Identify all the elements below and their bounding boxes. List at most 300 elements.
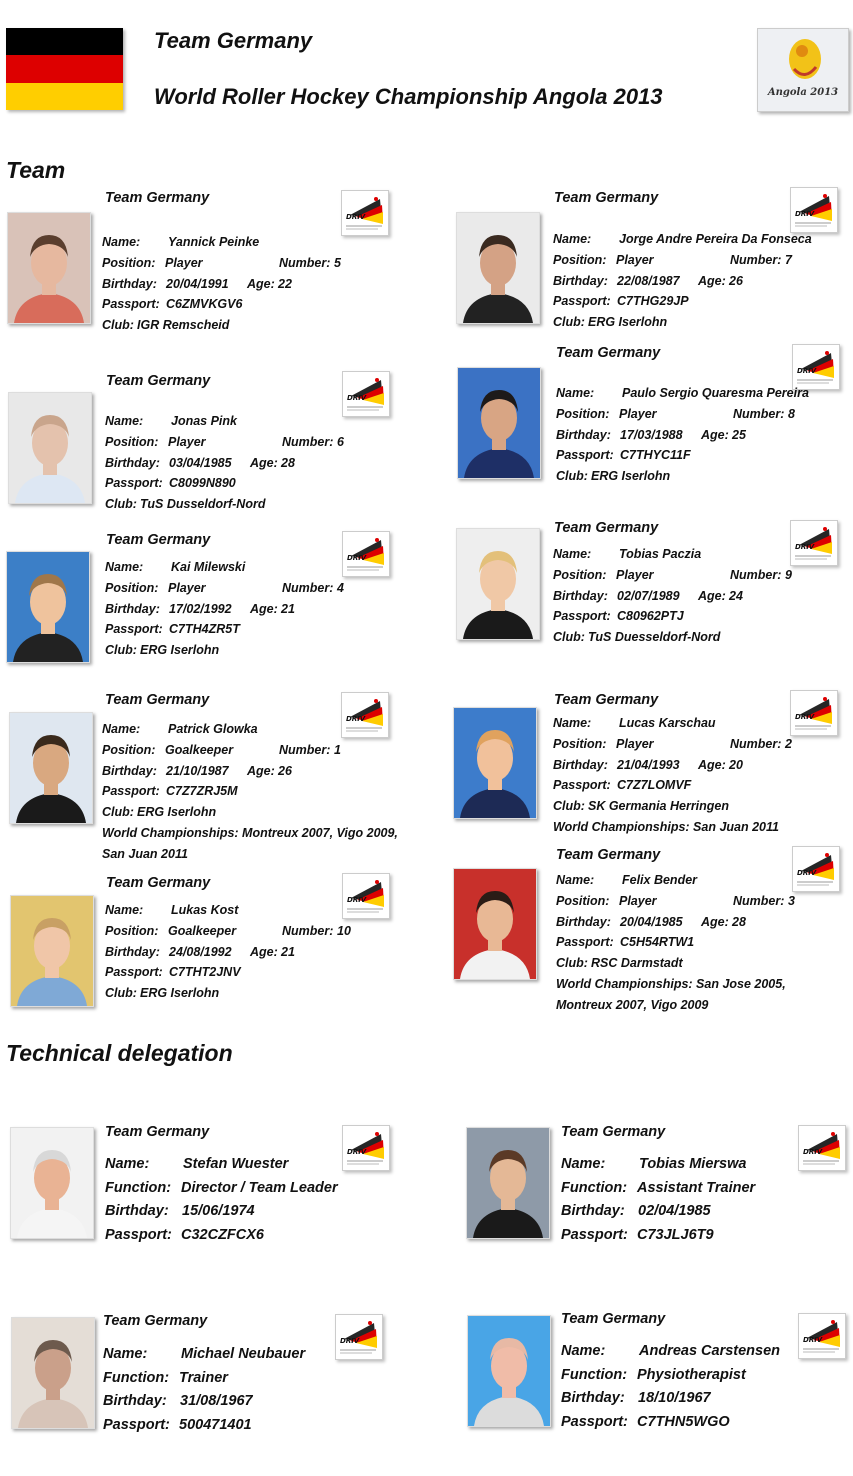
player-name-value: Lucas Karschau <box>619 716 716 730</box>
staff-function-label: Function: <box>561 1179 628 1196</box>
player-club-value: ERG Iserlohn <box>588 315 668 330</box>
player-birthday-value: 21/04/1993 <box>617 757 680 772</box>
player-name-label: Name: <box>105 560 144 574</box>
player-age <box>247 276 292 291</box>
card-title: Team Germany <box>105 692 210 708</box>
staff-name <box>561 1343 781 1359</box>
staff-passport <box>105 1226 264 1243</box>
player-age-label: Age: <box>698 588 726 603</box>
player-club-label: Club: <box>556 469 588 484</box>
player-photo <box>456 212 540 324</box>
player-number <box>730 252 792 267</box>
player-world-championships: World Championships: San Jose 2005, <box>556 977 786 991</box>
driv-logo <box>792 846 840 892</box>
svg-text:DRIV: DRIV <box>797 367 817 375</box>
german-flag <box>6 28 123 110</box>
staff-name <box>103 1346 306 1362</box>
staff-birthday-value: 31/08/1967 <box>180 1393 253 1409</box>
player-photo <box>7 212 91 324</box>
player-number <box>282 434 344 449</box>
svg-text:DRIV: DRIV <box>346 715 366 723</box>
player-number <box>279 255 341 270</box>
staff-birthday <box>103 1393 253 1409</box>
driv-logo <box>798 1313 846 1359</box>
player-name <box>553 716 716 730</box>
player-position-label: Position: <box>105 434 159 449</box>
player-name <box>105 903 239 917</box>
player-passport-label: Passport: <box>102 784 160 799</box>
player-birthday-value: 20/04/1985 <box>620 914 683 929</box>
player-club <box>553 630 721 645</box>
player-position-label: Position: <box>553 567 607 582</box>
player-passport-value: C7THT2JNV <box>169 965 241 980</box>
player-club <box>553 799 730 814</box>
staff-birthday-label: Birthday: <box>561 1203 625 1219</box>
flag-stripe-black <box>6 28 123 55</box>
player-passport-value: C7TH4ZR5T <box>169 622 240 637</box>
player-age-label: Age: <box>698 757 726 772</box>
card-title: Team Germany <box>106 373 211 389</box>
staff-passport-label: Passport: <box>561 1226 628 1243</box>
player-club-label: Club: <box>553 630 585 645</box>
staff-function-value: Assistant Trainer <box>637 1179 756 1196</box>
player-birthday-label: Birthday: <box>105 944 160 959</box>
player-passport <box>105 476 236 491</box>
player-number-value: 7 <box>785 252 792 267</box>
player-number-value: 3 <box>788 893 795 908</box>
player-birthday-label: Birthday: <box>556 914 611 929</box>
player-name-value: Yannick Peinke <box>168 235 260 249</box>
player-age-value: 26 <box>729 273 743 288</box>
card-title: Team Germany <box>554 692 659 708</box>
player-name-label: Name: <box>553 232 592 246</box>
card-title: Team Germany <box>103 1313 208 1329</box>
staff-passport <box>561 1226 714 1243</box>
player-club <box>105 497 266 512</box>
player-number <box>730 736 792 751</box>
staff-birthday-value: 18/10/1967 <box>638 1390 711 1406</box>
player-position <box>553 252 654 267</box>
player-name-label: Name: <box>102 722 141 736</box>
player-position <box>102 255 203 270</box>
player-birthday-value: 20/04/1991 <box>166 276 229 291</box>
player-name-value: Kai Milewski <box>171 560 246 574</box>
player-club <box>553 315 668 330</box>
player-photo <box>6 551 90 663</box>
staff-passport <box>103 1416 252 1433</box>
staff-name-value: Tobias Mierswa <box>639 1156 747 1172</box>
player-passport <box>102 297 243 312</box>
player-world-championships: World Championships: San Juan 2011 <box>553 820 779 834</box>
player-passport-value: C7Z7LOMVF <box>617 778 692 793</box>
staff-birthday-label: Birthday: <box>561 1390 625 1406</box>
player-name <box>102 722 258 736</box>
player-name <box>105 414 237 428</box>
player-number-label: Number: <box>279 742 331 757</box>
player-position-label: Position: <box>105 580 159 595</box>
player-name <box>105 560 246 574</box>
player-club <box>102 805 217 820</box>
player-age-label: Age: <box>701 427 729 442</box>
player-age-label: Age: <box>250 601 278 616</box>
player-club-value: ERG Iserlohn <box>137 805 217 820</box>
player-club-label: Club: <box>102 318 134 333</box>
player-name-value: Jonas Pink <box>171 414 237 428</box>
player-world-championships-cont: San Juan 2011 <box>102 846 188 861</box>
player-position-label: Position: <box>556 893 610 908</box>
driv-logo <box>798 1125 846 1171</box>
page-subtitle: World Roller Hockey Championship Angola 2013 <box>154 84 663 109</box>
card-title: Team Germany <box>105 190 210 206</box>
player-number <box>733 406 795 421</box>
player-passport-label: Passport: <box>556 448 614 463</box>
staff-function-label: Function: <box>105 1179 172 1196</box>
player-age-value: 20 <box>729 757 743 772</box>
player-number-value: 1 <box>334 742 341 757</box>
player-world-championships: World Championships: Montreux 2007, Vigo 2009, <box>102 826 398 840</box>
svg-text:DRIV: DRIV <box>803 1148 823 1156</box>
staff-name-label: Name: <box>105 1156 150 1172</box>
player-name-value: Paulo Sergio Quaresma Pereira <box>622 386 809 400</box>
staff-function <box>103 1369 228 1386</box>
player-age <box>250 455 295 470</box>
driv-logo <box>790 187 838 233</box>
player-number-value: 5 <box>334 255 341 270</box>
player-number <box>730 567 792 582</box>
player-number-value: 4 <box>337 580 344 595</box>
staff-name-label: Name: <box>561 1343 606 1359</box>
player-passport-value: C6ZMVKGV6 <box>166 297 243 312</box>
player-photo <box>8 392 92 504</box>
staff-photo <box>467 1315 551 1427</box>
driv-logo <box>790 520 838 566</box>
player-number-value: 8 <box>788 406 795 421</box>
card-title: Team Germany <box>556 847 661 863</box>
player-age-value: 24 <box>729 588 743 603</box>
player-name-value: Felix Bender <box>622 873 698 887</box>
player-club-label: Club: <box>105 643 137 658</box>
player-position-value: Goalkeeper <box>168 923 237 938</box>
player-birthday <box>102 276 229 291</box>
player-number-label: Number: <box>282 434 334 449</box>
player-position-value: Player <box>619 893 657 908</box>
player-name-label: Name: <box>556 873 595 887</box>
card-title: Team Germany <box>106 532 211 548</box>
player-passport-value: C7Z7ZRJ5M <box>166 784 238 799</box>
driv-logo <box>335 1314 383 1360</box>
player-birthday <box>553 273 680 288</box>
player-club-value: ERG Iserlohn <box>591 469 671 484</box>
staff-function-label: Function: <box>561 1366 628 1383</box>
player-club-label: Club: <box>553 799 585 814</box>
player-birthday-value: 24/08/1992 <box>169 944 232 959</box>
player-name-value: Patrick Glowka <box>168 722 258 736</box>
player-birthday-label: Birthday: <box>553 757 608 772</box>
staff-name <box>561 1156 747 1172</box>
player-name <box>553 232 812 246</box>
player-birthday-value: 17/02/1992 <box>169 601 232 616</box>
staff-name-value: Andreas Carstensen <box>639 1343 781 1359</box>
staff-function <box>561 1366 746 1383</box>
player-birthday <box>105 944 232 959</box>
card-title: Team Germany <box>556 345 661 361</box>
staff-passport-label: Passport: <box>103 1416 170 1433</box>
section-technical-heading: Technical delegation <box>6 1040 233 1066</box>
player-age <box>250 944 295 959</box>
card-title: Team Germany <box>105 1124 210 1140</box>
player-position-value: Player <box>168 434 206 449</box>
player-number-label: Number: <box>282 580 334 595</box>
player-number-label: Number: <box>733 406 785 421</box>
player-position <box>556 406 657 421</box>
card-title: Team Germany <box>561 1311 666 1327</box>
player-club-label: Club: <box>105 497 137 512</box>
player-club-label: Club: <box>556 956 588 971</box>
staff-function-value: Director / Team Leader <box>181 1179 338 1196</box>
player-club-value: IGR Remscheid <box>137 318 230 333</box>
driv-logo <box>342 371 390 417</box>
staff-birthday-value: 02/04/1985 <box>638 1203 711 1219</box>
player-passport-label: Passport: <box>553 294 611 309</box>
player-age-value: 22 <box>278 276 292 291</box>
player-age <box>698 757 743 772</box>
svg-text:DRIV: DRIV <box>797 869 817 877</box>
player-photo <box>9 712 93 824</box>
player-name-label: Name: <box>105 414 144 428</box>
player-name-value: Jorge Andre Pereira Da Fonseca <box>619 232 812 246</box>
player-age-label: Age: <box>250 944 278 959</box>
player-club <box>102 318 230 333</box>
player-passport-value: C80962PTJ <box>617 609 684 624</box>
player-number <box>733 893 795 908</box>
player-number-value: 9 <box>785 567 792 582</box>
player-photo <box>10 895 94 1007</box>
card-title: Team Germany <box>561 1124 666 1140</box>
player-passport <box>556 935 695 950</box>
player-position-value: Goalkeeper <box>165 742 234 757</box>
player-position-value: Player <box>616 736 654 751</box>
player-position-label: Position: <box>553 736 607 751</box>
staff-birthday-label: Birthday: <box>105 1203 169 1219</box>
svg-text:DRIV: DRIV <box>347 1148 367 1156</box>
player-number <box>282 923 351 938</box>
player-age-label: Age: <box>701 914 729 929</box>
player-position <box>105 580 206 595</box>
player-club-value: TuS Duesseldorf-Nord <box>588 630 721 645</box>
player-position-value: Player <box>616 567 654 582</box>
staff-function <box>105 1179 338 1196</box>
player-position <box>556 893 657 908</box>
player-name-label: Name: <box>553 547 592 561</box>
player-age-value: 21 <box>281 601 295 616</box>
svg-text:DRIV: DRIV <box>347 554 367 562</box>
player-age <box>698 273 743 288</box>
player-age <box>247 763 292 778</box>
player-age-value: 21 <box>281 944 295 959</box>
player-birthday-value: 21/10/1987 <box>166 763 229 778</box>
card-title: Team Germany <box>106 875 211 891</box>
card-title: Team Germany <box>554 520 659 536</box>
svg-text:DRIV: DRIV <box>795 543 815 551</box>
player-birthday-label: Birthday: <box>556 427 611 442</box>
player-birthday <box>553 588 680 603</box>
player-passport <box>553 294 689 309</box>
player-passport-label: Passport: <box>105 965 163 980</box>
player-club-label: Club: <box>105 986 137 1001</box>
player-passport-label: Passport: <box>105 622 163 637</box>
player-number-label: Number: <box>730 252 782 267</box>
player-age-label: Age: <box>698 273 726 288</box>
player-birthday-label: Birthday: <box>102 763 157 778</box>
player-passport <box>556 448 691 463</box>
player-birthday <box>102 763 229 778</box>
player-position-value: Player <box>619 406 657 421</box>
driv-logo <box>790 690 838 736</box>
driv-logo <box>792 344 840 390</box>
player-position-label: Position: <box>105 923 159 938</box>
player-name <box>102 235 260 249</box>
staff-passport-label: Passport: <box>105 1226 172 1243</box>
player-birthday <box>105 455 232 470</box>
staff-birthday <box>105 1203 255 1219</box>
card-title: Team Germany <box>554 190 659 206</box>
svg-text:DRIV: DRIV <box>340 1337 360 1345</box>
player-age-value: 26 <box>278 763 292 778</box>
player-number <box>279 742 341 757</box>
player-club <box>105 986 220 1001</box>
player-age <box>250 601 295 616</box>
player-number-label: Number: <box>730 736 782 751</box>
staff-photo <box>10 1127 94 1239</box>
staff-birthday-value: 15/06/1974 <box>182 1203 255 1219</box>
svg-text:DRIV: DRIV <box>803 1336 823 1344</box>
player-passport-label: Passport: <box>102 297 160 312</box>
page-title: Team Germany <box>154 28 313 53</box>
player-number-label: Number: <box>279 255 331 270</box>
staff-name-label: Name: <box>561 1156 606 1172</box>
svg-text:DRIV: DRIV <box>795 210 815 218</box>
player-name <box>556 386 809 400</box>
player-passport <box>553 609 684 624</box>
logo-text: Angola 2013 <box>767 87 839 98</box>
player-photo <box>457 367 541 479</box>
staff-function-label: Function: <box>103 1369 170 1386</box>
svg-text:DRIV: DRIV <box>347 896 367 904</box>
staff-photo <box>466 1127 550 1239</box>
player-passport-value: C7THYC11F <box>620 448 691 463</box>
player-position <box>553 567 654 582</box>
player-passport <box>105 622 240 637</box>
player-number-value: 2 <box>785 736 792 751</box>
staff-passport-value: 500471401 <box>179 1416 252 1433</box>
staff-photo <box>11 1317 95 1429</box>
driv-logo <box>342 1125 390 1171</box>
staff-passport-value: C7THN5WGO <box>637 1413 730 1430</box>
player-number-label: Number: <box>730 567 782 582</box>
svg-text:DRIV: DRIV <box>346 213 366 221</box>
player-birthday-value: 22/08/1987 <box>617 273 680 288</box>
player-position-value: Player <box>168 580 206 595</box>
player-number-label: Number: <box>282 923 334 938</box>
player-passport-value: C5H54RTW1 <box>620 935 695 950</box>
player-name-label: Name: <box>556 386 595 400</box>
player-position <box>553 736 654 751</box>
player-birthday-value: 03/04/1985 <box>169 455 232 470</box>
staff-name-value: Michael Neubauer <box>181 1346 306 1362</box>
driv-logo <box>342 531 390 577</box>
player-name-value: Tobias Paczia <box>619 547 702 561</box>
player-position-label: Position: <box>553 252 607 267</box>
player-age-value: 28 <box>281 455 295 470</box>
player-passport-value: C7THG29JP <box>617 294 689 309</box>
player-club-value: SK Germania Herringen <box>588 799 730 814</box>
staff-passport-value: C32CZFCX6 <box>181 1226 264 1243</box>
staff-name-label: Name: <box>103 1346 148 1362</box>
svg-text:DRIV: DRIV <box>347 394 367 402</box>
player-birthday-value: 17/03/1988 <box>620 427 683 442</box>
svg-text:DRIV: DRIV <box>795 713 815 721</box>
flag-stripe-red <box>6 55 123 82</box>
player-photo <box>453 707 537 819</box>
player-age-value: 25 <box>732 427 746 442</box>
angola-2013-logo <box>757 28 849 112</box>
player-position-label: Position: <box>102 255 156 270</box>
player-club-label: Club: <box>102 805 134 820</box>
staff-name <box>105 1156 289 1172</box>
player-position-value: Player <box>165 255 203 270</box>
player-passport <box>553 778 692 793</box>
player-number-value: 6 <box>337 434 344 449</box>
player-photo <box>456 528 540 640</box>
player-birthday-label: Birthday: <box>105 601 160 616</box>
staff-function-value: Physiotherapist <box>637 1366 746 1383</box>
player-position <box>102 742 234 757</box>
player-club <box>556 956 683 971</box>
player-passport-label: Passport: <box>553 778 611 793</box>
player-club <box>105 643 220 658</box>
player-birthday-label: Birthday: <box>553 588 608 603</box>
staff-birthday <box>561 1203 711 1219</box>
player-club <box>556 469 671 484</box>
player-birthday-label: Birthday: <box>553 273 608 288</box>
player-birthday <box>553 757 680 772</box>
driv-logo <box>341 692 389 738</box>
player-position-label: Position: <box>102 742 156 757</box>
player-club-label: Club: <box>553 315 585 330</box>
player-passport-label: Passport: <box>556 935 614 950</box>
staff-passport-value: C73JLJ6T9 <box>637 1226 714 1243</box>
player-birthday <box>105 601 232 616</box>
staff-birthday <box>561 1390 711 1406</box>
player-position <box>105 923 237 938</box>
player-position-value: Player <box>616 252 654 267</box>
player-number-label: Number: <box>733 893 785 908</box>
player-name <box>553 547 702 561</box>
player-birthday <box>556 427 683 442</box>
player-club-value: ERG Iserlohn <box>140 643 220 658</box>
player-age <box>701 427 746 442</box>
player-age-label: Age: <box>250 455 278 470</box>
player-position-label: Position: <box>556 406 610 421</box>
player-name-value: Lukas Kost <box>171 903 239 917</box>
player-age-label: Age: <box>247 276 275 291</box>
player-world-championships-cont: Montreux 2007, Vigo 2009 <box>556 997 709 1012</box>
player-birthday <box>556 914 683 929</box>
player-age <box>701 914 746 929</box>
player-passport-label: Passport: <box>553 609 611 624</box>
player-club-value: RSC Darmstadt <box>591 956 683 971</box>
flag-stripe-gold <box>6 83 123 110</box>
